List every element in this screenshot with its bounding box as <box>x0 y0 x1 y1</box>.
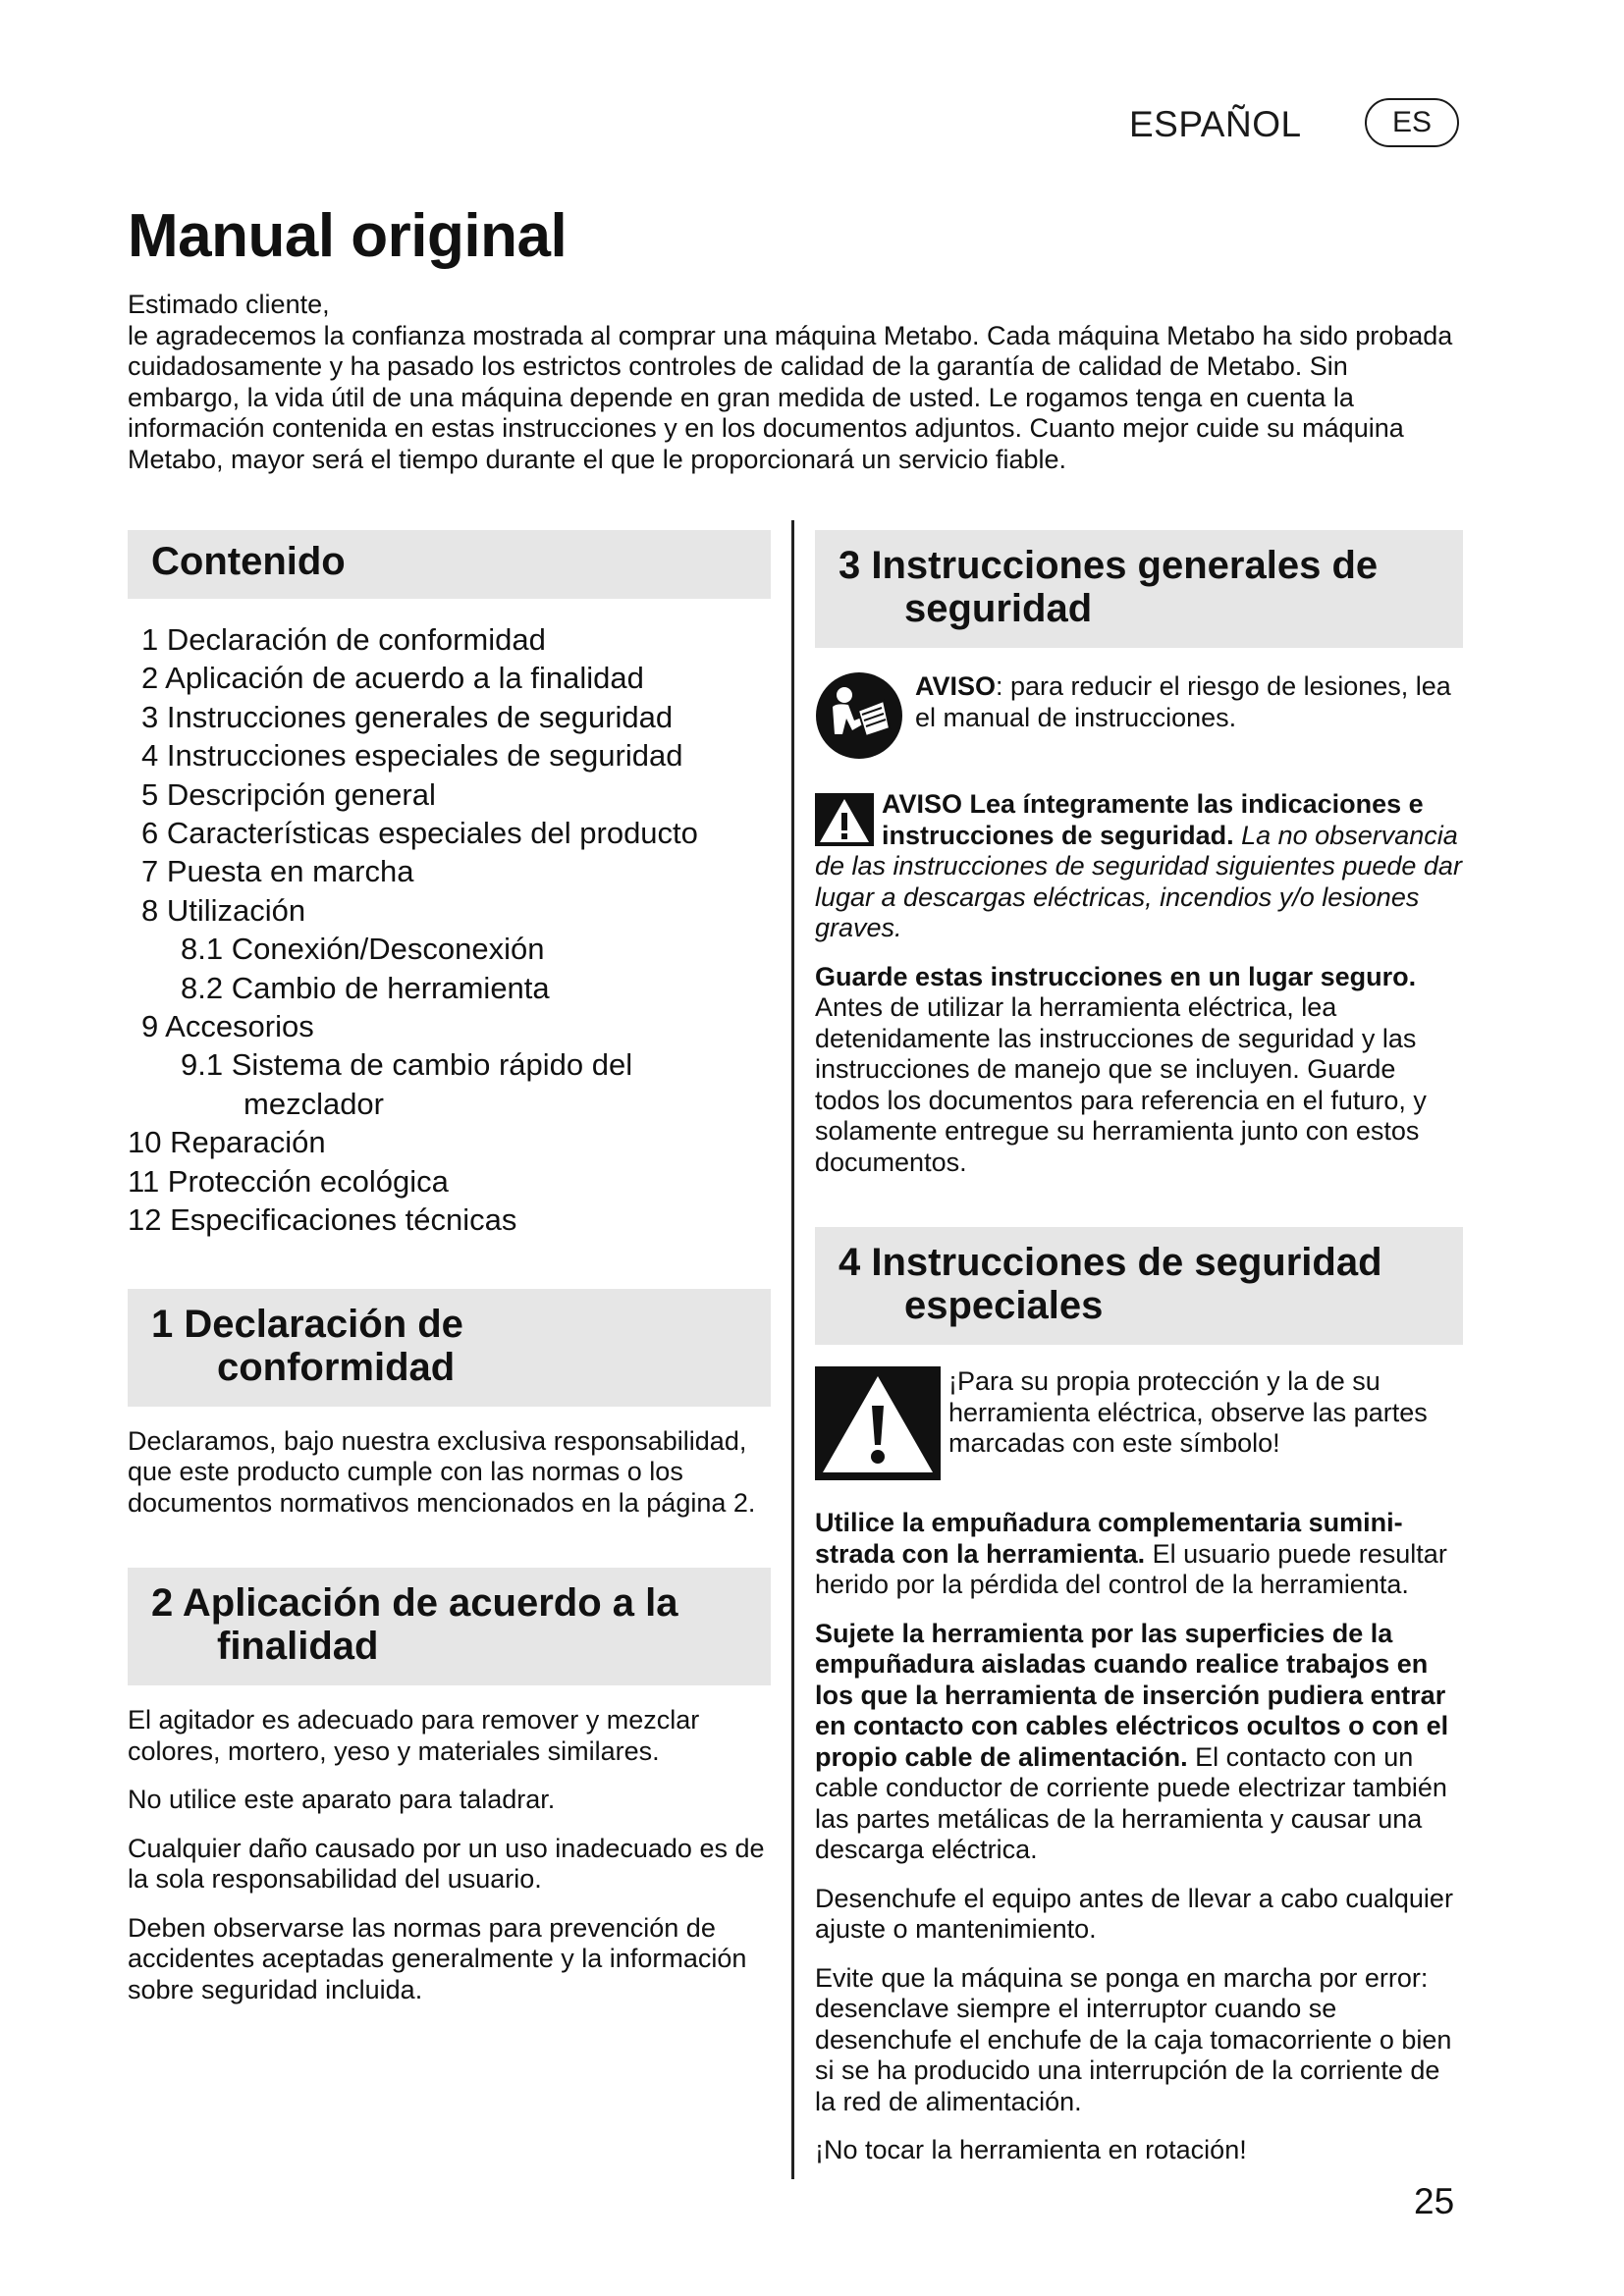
table-of-contents <box>128 620 771 1240</box>
avoid-start-instruction: Evite que la máquina se ponga en marcha por error: desenclave siempre el interruptor cuando se desenchufe el enchufe de la caja tomacorriente o bien si se ha producido una interrupción de la corriente de la red de alimentación. <box>815 1962 1452 2116</box>
column-divider <box>791 520 794 2179</box>
section-2-heading: 2 Aplicación de acuerdo a la finalidad <box>128 1568 771 1685</box>
read-manual-icon <box>815 671 903 760</box>
section-1-text: Declaramos, bajo nuestra exclusiva responsabilidad, que este producto cumple con las normas o los documentos normativos mencionados en la página 2. <box>128 1425 756 1518</box>
no-touch-instruction: ¡No tocar la herramienta en rotación! <box>815 2135 1247 2164</box>
section-2-paragraph: Cualquier daño causado por un uso inadecuado es de la sola responsabilidad del usuario. <box>128 1833 765 1894</box>
page-title: Manual original <box>128 202 568 270</box>
toc-item[interactable]: 3 Instrucciones generales de seguridad <box>141 699 674 734</box>
general-warning-text: AVISO Lea íntegramente las indicaciones e instrucciones de seguridad. La no observancia de las instrucciones de seguridad siguientes puede dar lugar a descargas eléctricas, incendios y/o lesiones graves. <box>815 789 1462 942</box>
toc-item[interactable]: 8.2 Cambio de herramienta <box>181 970 550 1005</box>
toc-item[interactable]: 9 Accesorios <box>141 1009 314 1044</box>
toc-item[interactable]: 8 Utilización <box>141 892 306 928</box>
keep-instructions-text: Guarde estas instrucciones en un lugar seguro. Antes de utilizar la herramienta eléctrica, lea detenidamente las instrucciones de seguridad y las instrucciones de manejo que se incluyen. Guarde todos los documentos para referencia en el futuro, y solamente entregue su herramienta junto con estos documentos. <box>815 961 1427 1177</box>
left-column <box>128 530 771 2005</box>
warning-triangle-icon <box>815 1366 941 1480</box>
toc-item[interactable]: 9.1 Sistema de cambio rápido del <box>181 1047 633 1083</box>
toc-item[interactable]: 10 Reparación <box>128 1125 326 1160</box>
intro-body: le agradecemos la confianza mostrada al comprar una máquina Metabo. Cada máquina Metabo ha sido probada cuidadosamente y ha pasado los estrictos controles de calidad de la garantía de calidad de Metabo. Sin embargo, la vida útil de una máquina depende en gran medida de usted. Le rogamos tenga en cuenta la información contenida en estas instrucciones y en los documentos adjuntos. Cuanto mejor cuide su máquina Metabo, mayor será el tiempo durante el que le proporcionará un servicio fiable. <box>128 320 1453 474</box>
toc-item[interactable]: 1 Declaración de conformidad <box>141 622 546 657</box>
section-2-paragraph: Deben observarse las normas para prevención de accidentes aceptadas generalmente y la información sobre seguridad incluida. <box>128 1912 747 2004</box>
toc-item[interactable]: 12 Especificaciones técnicas <box>128 1202 517 1238</box>
general-warning <box>815 789 1463 944</box>
toc-item[interactable]: 7 Puesta en marcha <box>141 854 414 889</box>
contents-heading: Contenido <box>128 530 771 599</box>
handle-instruction: Utilice la empuñadura complementaria sumini-strada con la herramienta. El usuario puede resultar herido por la pérdida del control de la herramienta. <box>815 1508 1447 1599</box>
section-3-heading: 3 Instrucciones generales de seguridad <box>815 530 1463 648</box>
right-column <box>815 530 1463 2166</box>
language-label: ESPAÑOL <box>1129 104 1302 144</box>
intro-greeting: Estimado cliente, <box>128 290 330 319</box>
language-code: ES <box>1391 106 1433 138</box>
warning-triangle-icon <box>815 793 874 846</box>
page-number: 25 <box>1414 2181 1455 2221</box>
toc-item-continuation[interactable]: mezclador <box>244 1086 384 1121</box>
read-manual-notice <box>815 671 1463 760</box>
language-code-badge <box>1365 98 1459 147</box>
section-2-paragraph: No utilice este aparato para taladrar. <box>128 1785 556 1814</box>
toc-item[interactable]: 6 Características especiales del producto <box>141 816 698 851</box>
section-2-paragraph: El agitador es adecuado para remover y mezclar colores, mortero, yeso y materiales similares. <box>128 1705 700 1766</box>
insulated-grip-instruction: Sujete la herramienta por las superficies de la empuñadura aisladas cuando realice trabajos en los que la herramienta de inserción pudiera entrar en contacto con cables eléctricos ocultos o con el propio cable de alimentación. El contacto con un cable conductor de corriente puede electrizar también las partes metálicas de la herramienta y causar una descarga eléctrica. <box>815 1618 1449 1864</box>
toc-item[interactable]: 11 Protección ecológica <box>128 1163 449 1199</box>
read-manual-text: AVISO: para reducir el riesgo de lesiones, lea el manual de instrucciones. <box>915 671 1451 732</box>
toc-item[interactable]: 2 Aplicación de acuerdo a la finalidad <box>141 661 644 696</box>
toc-item[interactable]: 4 Instrucciones especiales de seguridad <box>141 738 683 774</box>
unplug-instruction: Desenchufe el equipo antes de llevar a cabo cualquier ajuste o mantenimiento. <box>815 1883 1453 1944</box>
section-1-heading: 1 Declaración de conformidad <box>128 1289 771 1407</box>
symbol-note-text: ¡Para su propia protección y la de su herramienta eléctrica, observe las partes marcadas con este símbolo! <box>948 1366 1428 1458</box>
intro <box>128 290 1463 475</box>
toc-item[interactable]: 8.1 Conexión/Desconexión <box>181 932 545 967</box>
section-4-heading: 4 Instrucciones de seguridad especiales <box>815 1227 1463 1345</box>
symbol-note <box>815 1366 1463 1480</box>
toc-item[interactable]: 5 Descripción general <box>141 776 436 812</box>
